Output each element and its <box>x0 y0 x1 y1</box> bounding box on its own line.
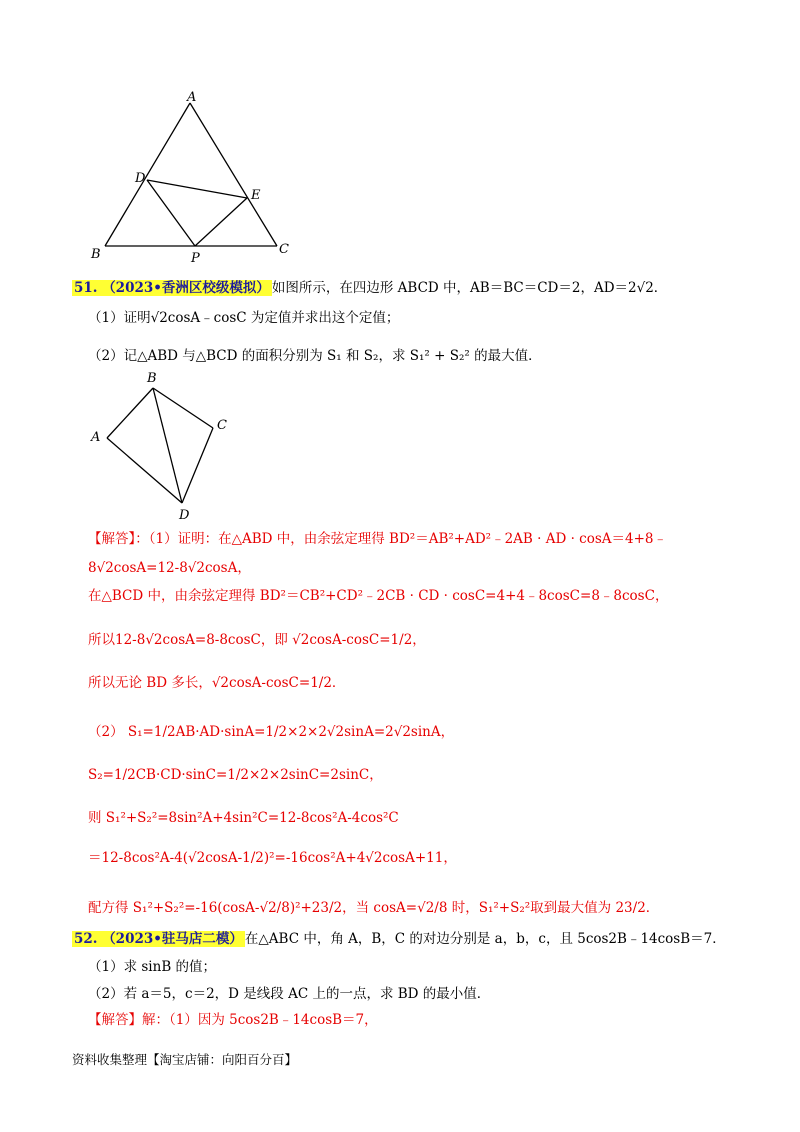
solution51-line7: S₂=1/2CB·CD·sinC=1/2×2×2sinC=2sinC， <box>88 767 383 783</box>
label-a: A <box>187 90 197 105</box>
q51-part1: （1）证明√2cosA﹣cosC 为定值并求出这个定值； <box>88 310 400 326</box>
solution51-line9: ＝12-8cos²A-4(√2cosA-1/2)²=-16cos²A+4√2cosA+11， <box>88 850 457 866</box>
q51-part2: （2）记△ABD 与△BCD 的面积分别为 S₁ 和 S₂，求 S₁² + S₂² 的最大值． <box>88 348 542 364</box>
triangle-figure-1 <box>85 88 300 263</box>
page-footer: 资料收集整理【淘宝店铺：向阳百分百】 <box>72 1052 298 1067</box>
q51-stem: 如图所示，在四边形 ABCD 中，AB＝BC＝CD＝2，AD＝2√2． <box>271 280 668 296</box>
label-b2: B <box>147 371 157 386</box>
label-c2: C <box>217 418 227 433</box>
q52-stem: 在△ABC 中，角 A，B，C 的对边分别是 a，b，c，且 5cos2B﹣14cosB＝7． <box>244 931 726 947</box>
q52-part2: （2）若 a＝5，c＝2，D 是线段 AC 上的一点，求 BD 的最小值． <box>88 986 491 1002</box>
q51-heading <box>72 278 667 298</box>
q52-answer-text: 解：（1）因为 5cos2B﹣14cosB＝7， <box>142 1012 378 1028</box>
q52-answer-label: 【解答】 <box>88 1012 142 1028</box>
label-d: D <box>135 171 146 186</box>
solution51-line8: 则 S₁²+S₂²=8sin²A+4sin²C=12-8cos²A-4cos²C <box>88 810 399 826</box>
q52-source-tag: 52. （2023•驻马店二模） <box>74 931 243 947</box>
label-b: B <box>91 247 101 262</box>
solution51-line10: 配方得 S₁²+S₂²=-16(cosA-√2/8)²+23/2，当 cosA=√2/8 时，S₁²+S₂²取到最大值为 23/2． <box>88 900 660 916</box>
label-p: P <box>191 251 200 263</box>
quadrilateral-figure <box>85 368 245 528</box>
label-e: E <box>251 188 261 203</box>
label-d2: D <box>179 508 190 523</box>
q51-source-tag: 51. （2023•香洲区校级模拟） <box>74 280 270 296</box>
solution51-line6: （2） S₁=1/2AB·AD·sinA=1/2×2×2√2sinA=2√2sinA， <box>88 724 455 740</box>
label-c: C <box>279 242 289 257</box>
solution51-line2: 8√2cosA=12-8√2cosA， <box>88 560 251 576</box>
q52-part1: （1）求 sinB 的值； <box>88 959 217 975</box>
solution51-line1: 【解答】：（1）证明：在△ABD 中，由余弦定理得 BD²＝AB²+AD²﹣2AB · AD · cosA＝4+8﹣ <box>88 531 668 547</box>
solution51-line4: 所以12-8√2cosA=8-8cosC，即 √2cosA-cosC=1/2， <box>88 632 426 648</box>
q52-answer <box>88 1010 378 1030</box>
solution51-line5: 所以无论 BD 多长，√2cosA-cosC=1/2． <box>88 675 346 691</box>
label-a2: A <box>91 430 101 445</box>
solution51-line3: 在△BCD 中，由余弦定理得 BD²＝CB²+CD²﹣2CB · CD · cosC=4+4﹣8cosC=8﹣8cosC， <box>88 588 669 604</box>
q52-heading <box>72 929 726 949</box>
